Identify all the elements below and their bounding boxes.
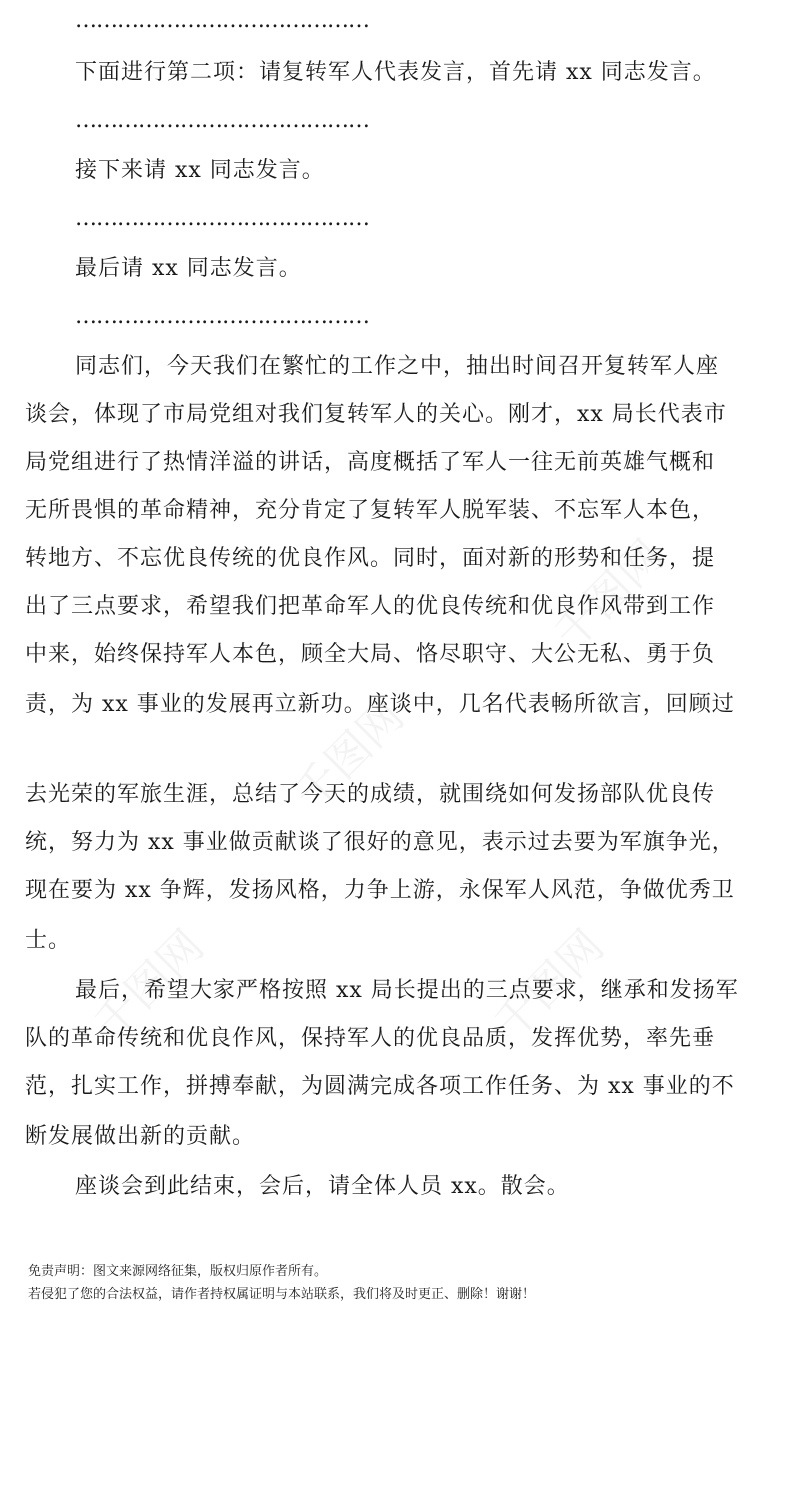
paragraph-line: 统，努力为 xx 事业做贡献谈了很好的意见，表示过去要为军旗争光， [25,830,735,855]
paragraph-line: 现在要为 xx 争辉，发扬风格，力争上游，永保军人风范，争做优秀卫 [25,878,735,903]
watermark: 千图网 [84,920,214,1050]
paragraph-line: 士。 [25,928,72,953]
watermark: 千图网 [284,690,414,820]
disclaimer-line: 免责声明：图文来源网络征集，版权归原作者所有。 [28,1264,328,1279]
closing-line: 座谈会到此结束，会后，请全体人员 xx。散会。 [75,1174,570,1199]
paragraph-line: 队的革命传统和优良作风，保持军人的优良品质，发挥优势，率先垂 [25,1026,716,1051]
paragraph-line: 谈会，体现了市局党组对我们复转军人的关心。刚才，xx 局长代表市 [25,402,727,427]
paragraph-line: 同志们，今天我们在繁忙的工作之中，抽出时间召开复转军人座 [75,354,720,379]
paragraph-line: 去光荣的军旅生涯，总结了今天的成绩，就围绕如何发扬部队优良传 [25,782,716,807]
watermark: 千图网 [544,530,674,660]
dotted-separator: …………………………………… [75,108,369,133]
intro-line: 最后请 xx 同志发言。 [75,256,302,281]
paragraph-line: 出了三点要求，希望我们把革命军人的优良传统和优良作风带到工作 [25,594,716,619]
paragraph-line: 最后，希望大家严格按照 xx 局长提出的三点要求，继承和发扬军 [75,978,739,1003]
paragraph-line: 中来，始终保持军人本色，顾全大局、恪尽职守、大公无私、勇于负 [25,642,716,667]
paragraph-line: 责，为 xx 事业的发展再立新功。座谈中，几名代表畅所欲言，回顾过 [25,692,735,717]
intro-line: 下面进行第二项：请复转军人代表发言，首先请 xx 同志发言。 [75,60,716,85]
disclaimer-line: 若侵犯了您的合法权益，请作者持权属证明与本站联系，我们将及时更正、删除！谢谢！ [28,1287,536,1302]
watermark: 千图网 [484,920,614,1050]
paragraph-line: 局党组进行了热情洋溢的讲话，高度概括了军人一往无前英雄气概和 [25,450,716,475]
paragraph-line: 范，扎实工作，拼搏奉献，为圆满完成各项工作任务、为 xx 事业的不 [25,1074,735,1099]
dotted-separator: …………………………………… [75,304,369,329]
dotted-separator: …………………………………… [75,206,369,231]
paragraph-line: 断发展做出新的贡献。 [25,1124,256,1149]
paragraph-line: 无所畏惧的革命精神，充分肯定了复转军人脱军装、不忘军人本色， [25,498,716,523]
paragraph-line: 转地方、不忘优良传统的优良作风。同时，面对新的形势和任务，提 [25,546,716,571]
dotted-separator: …………………………………… [75,8,369,33]
intro-line: 接下来请 xx 同志发言。 [75,158,325,183]
